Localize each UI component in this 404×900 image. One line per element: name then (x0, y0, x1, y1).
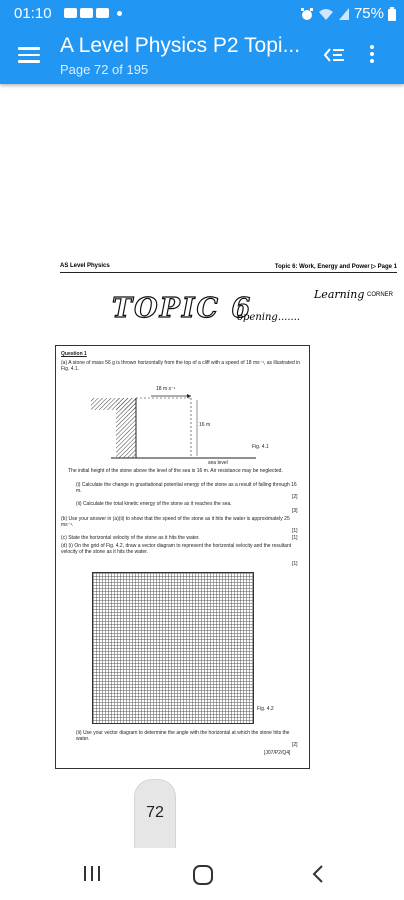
more-notifications-dot-icon (117, 11, 122, 16)
mark-b: [1] (292, 528, 298, 534)
recents-icon[interactable] (82, 866, 102, 882)
page-number-badge[interactable] (134, 779, 176, 849)
topic-heading: TOPIC 6 (112, 293, 253, 324)
youtube-notification-icon-2 (96, 8, 109, 18)
more-options-icon[interactable] (364, 42, 380, 68)
question-c: (c) State the horizontal velocity of the stone as it hits the water. (61, 535, 200, 541)
pdf-page[interactable] (52, 255, 402, 775)
question-title: Question 1 (61, 351, 87, 357)
fig-4-1-label: Fig. 4.1 (252, 444, 269, 450)
battery-percent: 75% (353, 5, 384, 22)
page-number: 72 (146, 804, 164, 821)
page-header-right: Topic 6: Work, Energy and Power ▷ Page 1 (274, 264, 397, 270)
mark-d-i: [1] (292, 561, 298, 567)
home-icon[interactable] (193, 865, 213, 885)
status-time: 01:10 (14, 5, 52, 22)
mark-a-ii: [3] (292, 508, 298, 514)
wifi-icon (318, 7, 334, 21)
page-indicator: Page 72 of 195 (60, 62, 149, 77)
question-a-i: (i) Calculate the change in gravitational potential energy of the stone as a result of falling through 16 m. (76, 482, 297, 494)
gallery-notification-icon (64, 8, 77, 18)
question-d-i: (d) (i) On the grid of Fig. 4.2, draw a vector diagram to represent the horizontal velocity and the resultant velocity of the stone as it hits the water. (61, 543, 292, 555)
question-a: (a) A stone of mass 56 g is thrown horizontally from the top of a cliff with a speed of 18 ms⁻¹, as illustrated in Fig. 4.1. (61, 360, 301, 372)
status-right (300, 5, 396, 22)
learning-logo-text: Learning (314, 288, 365, 301)
corner-logo-text: CORNER (367, 292, 394, 298)
signal-icon (338, 7, 350, 21)
notification-icons (64, 8, 122, 18)
mark-d-ii: [2] (292, 742, 298, 748)
app-bar (0, 28, 404, 84)
back-icon[interactable] (312, 865, 324, 883)
menu-icon[interactable] (18, 44, 40, 66)
cliff-diagram (91, 388, 261, 463)
question-a-ii: (ii) Calculate the total kinetic energy of the stone as it reaches the sea. (76, 501, 232, 507)
question-d-ii: (ii) Use your vector diagram to determine the angle with the horizontal at which the stone hits the water. (76, 730, 290, 742)
page-header-left: AS Level Physics (60, 263, 110, 269)
mark-c: [1] (292, 535, 298, 541)
fig-speed-label: 18 m s⁻¹ (156, 386, 176, 392)
battery-icon (388, 7, 396, 21)
alarm-icon (300, 7, 314, 21)
topic-subheading: opening....... (237, 312, 301, 323)
system-nav-bar (0, 848, 404, 900)
question-intro: The initial height of the stone above the level of the sea is 16 m. Air resistance may be neglected. (68, 468, 283, 474)
fig-height-label: 16 m (199, 422, 211, 428)
header-rule (60, 272, 397, 273)
fig-sea-label: sea level (208, 460, 228, 466)
question-b: (b) Use your answer in (a)(ii) to show that the speed of the stone as it hits the water is approximately 25 ms⁻¹. (61, 516, 290, 528)
youtube-notification-icon (80, 8, 93, 18)
table-of-contents-icon[interactable] (322, 44, 346, 66)
vector-grid (92, 572, 254, 724)
fig-4-2-label: Fig. 4.2 (257, 706, 274, 712)
question-box (55, 345, 310, 769)
status-bar (0, 0, 404, 28)
document-title: A Level Physics P2 Topi... (60, 34, 301, 57)
question-reference: [J07/P2/Q4] (264, 750, 291, 756)
mark-a-i: [2] (292, 494, 298, 500)
